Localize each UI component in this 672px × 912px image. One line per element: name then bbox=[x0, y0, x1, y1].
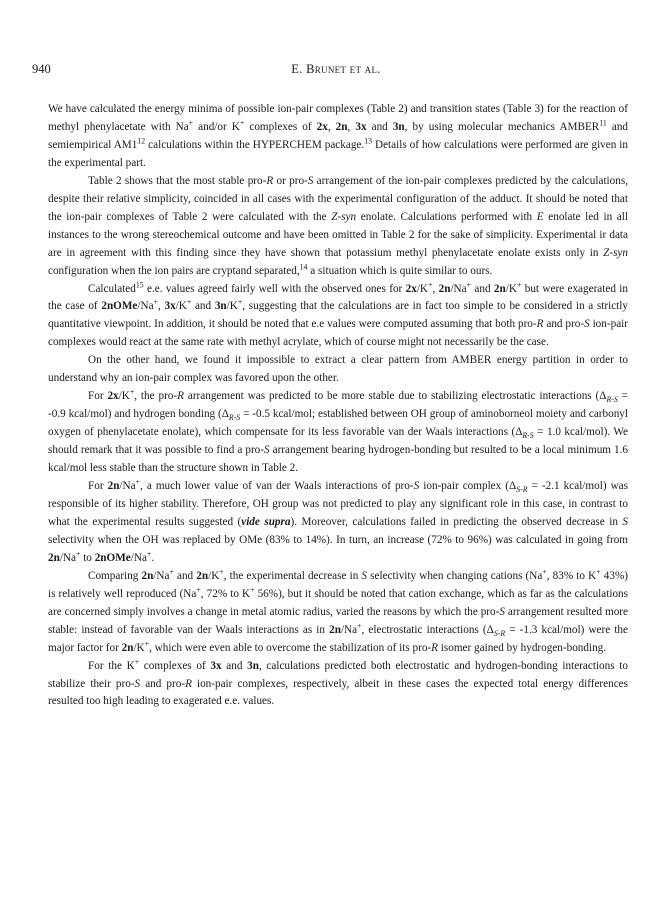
body-text bbox=[48, 101, 628, 711]
page-header bbox=[32, 62, 640, 80]
paragraph: We have calculated the energy minima of possible ion-pair complexes (Table 2) and transition states (Table 3) for the reaction of methyl phenylacetate with Na+ and/or K+ complexes of 2x, 2n, 3x and 3n, by using molecular mechanics AMBER$^{11}$ and semiempirical $AM1^{12}$ calculations within the HYPERCHEM package.$^{13}$ Details of how calculations were performed are given in the experimental part. bbox=[48, 103, 629, 169]
paragraph: For the K+ complexes of 3x and 3n, calculations predicted both electrostatic and hydrogen-bonding interactions to stabilize their pro-S and pro-R ion-pair complexes, respectively, albeit in these cases the expected total energy differences resulted too high leading to exagerated e.e. values. bbox=[48, 656, 628, 708]
paragraph: For 2x/K+, the pro-R arrangement was predicted to be more stable due to stabilizing electrostatic interactions ($\Delta_{R-S} = -0.9$ kcal/mol) and hydrogen bonding ($\Delta_{R-S} = -0.5$ kcal/mol; established between OH group of aminoborneol moiety and carbonyl oxygen of phenylacetate enolate), which compensate for its less favorable van der Waals interactions ($\Delta_{R-S} = 1.0$ kcal/mol). We should remark that it was possible to find a pro-S arrangement bearing hydrogen-bonding but resulted to be a local minimum 1.6 kcal/mol less stable than the structure shown in Table 2. bbox=[48, 387, 629, 475]
paragraph: Comparing 2n/Na+ and 2n/K+, the experimental decrease in S selectivity when changing cations (Na+, 83% to K+ 43%) is relatively well reproduced (Na+, 72% to K+ 56%), but it should be noted that cation exchange, which as far as the calculations are concerned simply involves a change in metal atomic radius, varied the reasons by which the pro-S arrangement resulted more stable: instead of favorable van der Waals interactions as in 2n/Na+, electrostatic interactions ($\Delta_{S-R} = -1.3$ kcal/mol) were the major factor for 2n/K+, which were even able to overcome the stabilization of its pro-R isomer gained by hydrogen-bonding. bbox=[48, 567, 628, 654]
page-number: 940 bbox=[32, 62, 51, 76]
paragraph: For 2n/Na+, a much lower value of van der Waals interactions of pro-S ion-pair complex ($\Delta_{S-R} = -2.1$ kcal/mol) was responsible of its higher stability. Therefore, OH group was not predicted to play any significant role in this case, in contrast to what the experimental results suggested (vide supra). Moreover, calculations failed in predicting the observed decrease in S selectivity when the OH was replaced by OMe (83% to 14%). In turn, an increase (72% to 96%) was calculated in going from 2n/Na+ to 2nOMe/Na+. bbox=[48, 477, 628, 564]
paragraph: Calculated$^{15}$ e.e. values agreed fairly well with the observed ones for 2x/K+, 2n/Na+ and 2n/K+ but were exagerated in the case of 2nOMe/Na+, 3x/K+ and 3n/K+, suggesting that the calculations are in fact too simple to be considered in a strictly quantitative viewpoint. In addition, it should be noted that e.e values were computed assuming that both pro-R and pro-S ion-pair complexes would react at the same rate with methyl acrylate, which of course might not necessarily be the case. bbox=[48, 279, 629, 349]
running-head: E. Brunet et al. bbox=[291, 62, 381, 76]
paragraph: Table 2 shows that the most stable pro-R or pro-S arrangement of the ion-pair complexes predicted by the calculations, despite their relative simplicity, coincided in all cases with the experimental configuration of the adduct. It should be noted that the ion-pair complexes of Table 2 were calculated with the Z-syn enolate. Calculations performed with E enolate led in all instances to the wrong stereochemical outcome and have been omitted in Table 2 for the sake of simplicity. Experimental ir data are in agreement with this finding since they have shown that potassium methyl phenylacetate enolate exists only in Z-syn configuration when the ion pairs are cryptand separated,$^{14}$ a situation which is quite similar to ours. bbox=[48, 174, 628, 277]
paragraph: On the other hand, we found it impossible to extract a clear pattern from AMBER energy partition in order to understand why an ion-pair complex was favored upon the other. bbox=[48, 354, 628, 385]
